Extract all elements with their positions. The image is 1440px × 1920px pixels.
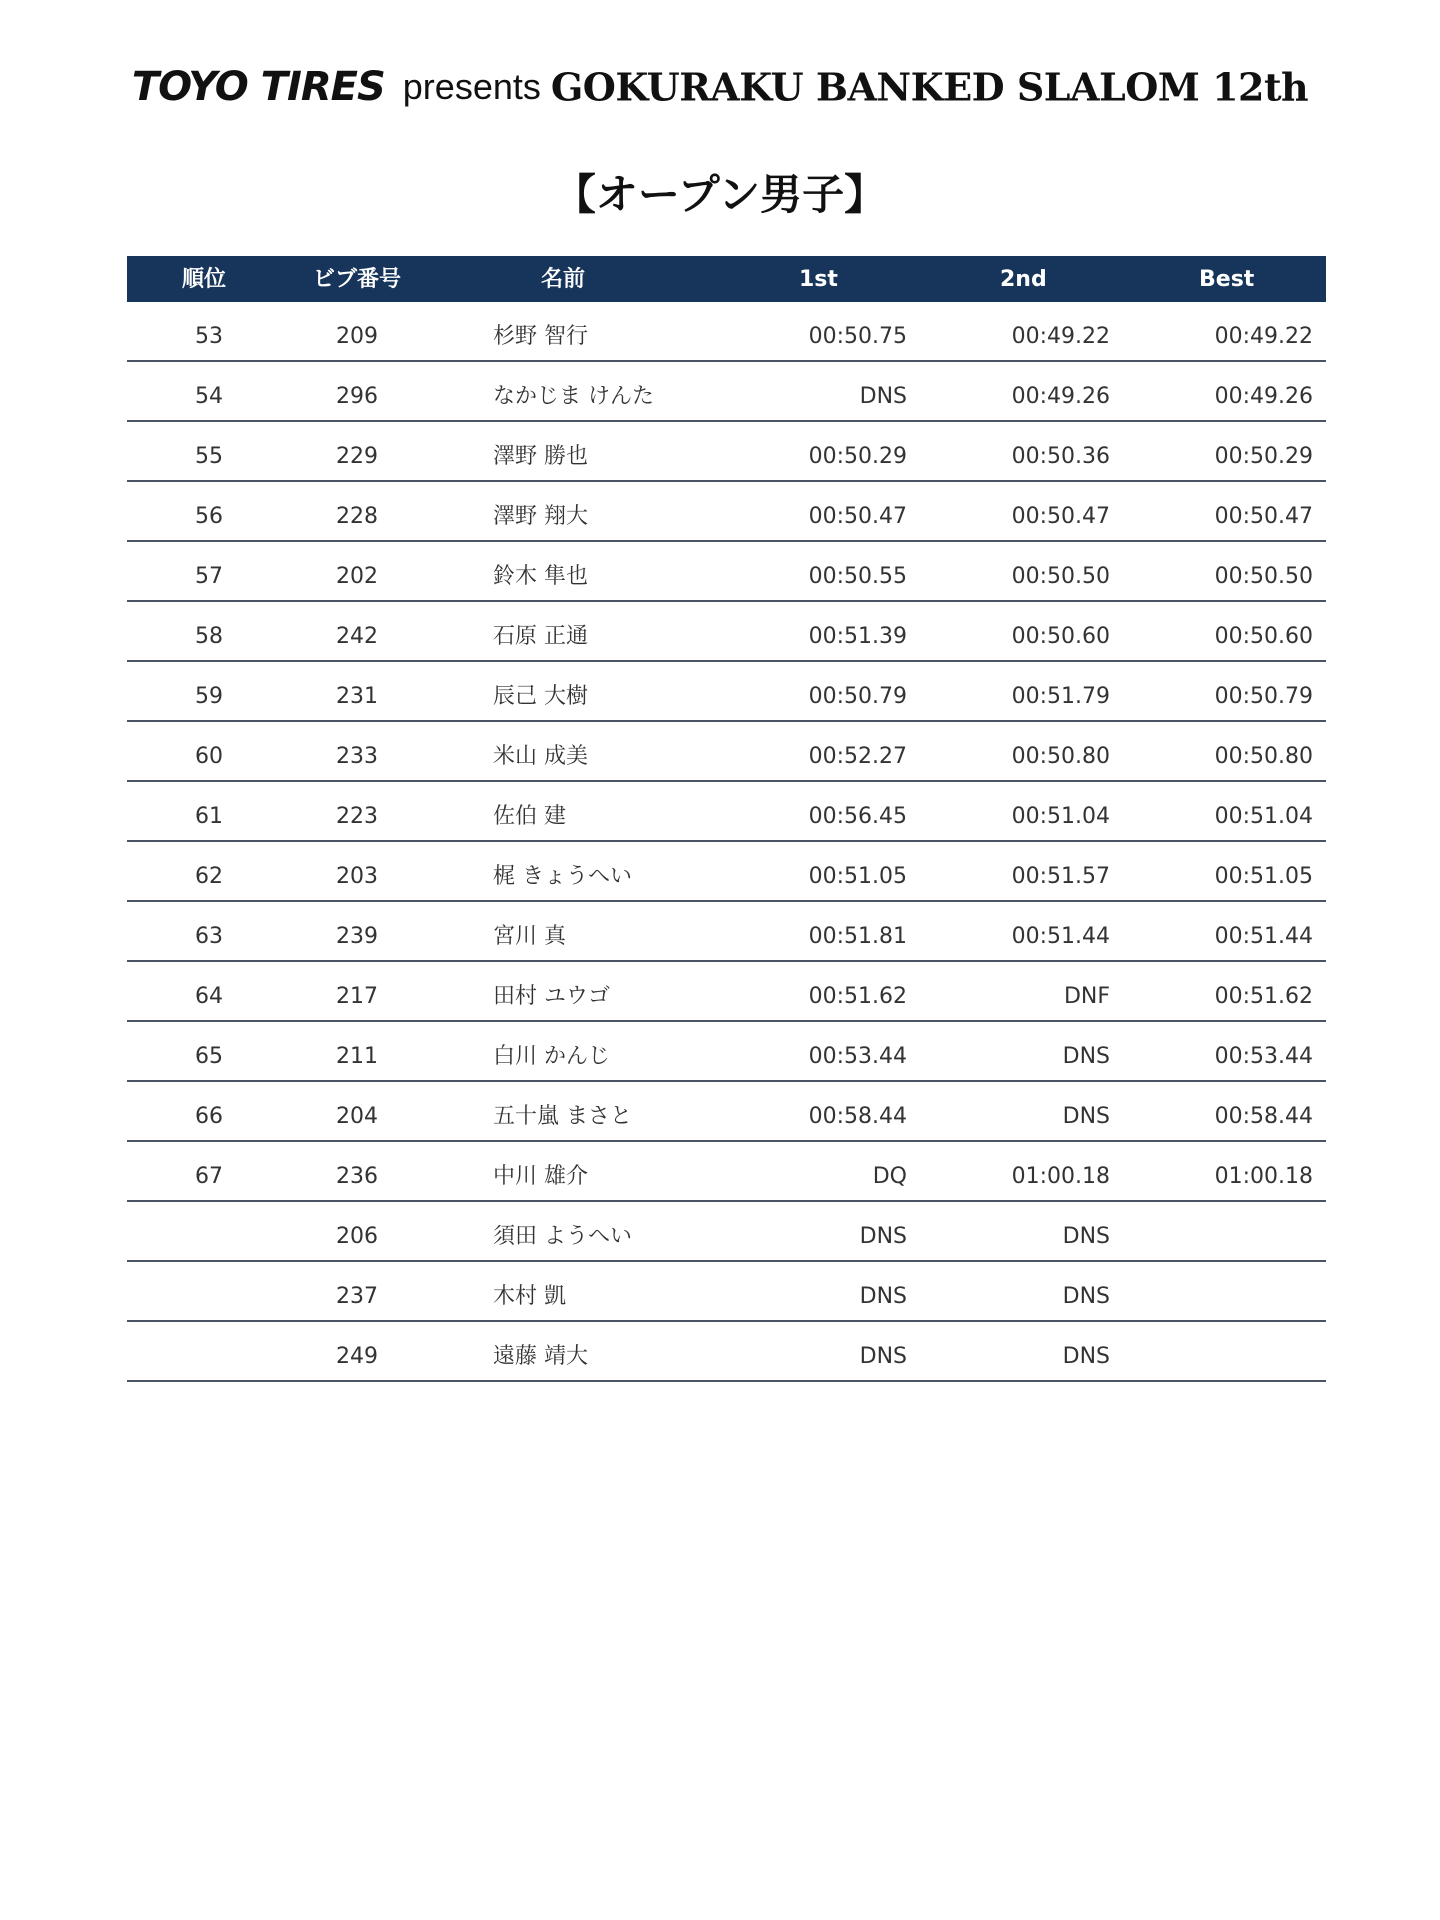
- table-row: [127, 1262, 1326, 1322]
- cell-rank: 61: [195, 804, 223, 829]
- cell-2nd: DNS: [1062, 1344, 1110, 1369]
- cell-name: 田村 ユウゴ: [493, 984, 610, 1009]
- cell-bib: 237: [336, 1284, 378, 1309]
- cell-2nd: 00:49.22: [1011, 324, 1110, 349]
- table-row: [127, 722, 1326, 782]
- cell-name: 米山 成美: [493, 744, 588, 769]
- table-row: [127, 662, 1326, 722]
- table-row: [127, 1082, 1326, 1142]
- cell-2nd: 00:51.44: [1011, 924, 1110, 949]
- cell-name: 佐伯 建: [493, 804, 566, 829]
- cell-1st: 00:50.79: [808, 684, 907, 709]
- column-header-name: 名前: [541, 267, 586, 292]
- cell-bib: 249: [336, 1344, 378, 1369]
- cell-bib: 211: [336, 1044, 378, 1069]
- column-header-best: Best: [1199, 267, 1255, 292]
- cell-2nd: DNS: [1062, 1224, 1110, 1249]
- cell-1st: 00:51.05: [808, 864, 907, 889]
- table-row: [127, 362, 1326, 422]
- cell-2nd: DNS: [1062, 1104, 1110, 1129]
- cell-best: 00:53.44: [1214, 1044, 1313, 1069]
- cell-1st: 00:56.45: [808, 804, 907, 829]
- cell-1st: DNS: [859, 384, 907, 409]
- cell-rank: 55: [195, 444, 223, 469]
- table-row: [127, 842, 1326, 902]
- cell-bib: 242: [336, 624, 378, 649]
- cell-2nd: 00:49.26: [1011, 384, 1110, 409]
- cell-1st: 00:58.44: [808, 1104, 907, 1129]
- table-row: [127, 302, 1326, 362]
- cell-best: 00:50.60: [1214, 624, 1313, 649]
- cell-2nd: 00:50.47: [1011, 504, 1110, 529]
- cell-1st: 00:50.47: [808, 504, 907, 529]
- cell-2nd: 00:51.79: [1011, 684, 1110, 709]
- cell-name: 宮川 真: [493, 924, 566, 949]
- cell-1st: 00:52.27: [808, 744, 907, 769]
- cell-bib: 217: [336, 984, 378, 1009]
- cell-2nd: 00:51.04: [1011, 804, 1110, 829]
- cell-bib: 228: [336, 504, 378, 529]
- cell-best: 00:51.62: [1214, 984, 1313, 1009]
- event-title: GOKURAKU BANKED SLALOM 12th: [550, 64, 1309, 110]
- cell-best: 01:00.18: [1214, 1164, 1313, 1189]
- cell-name: 澤野 翔大: [493, 504, 588, 529]
- cell-1st: DQ: [872, 1164, 907, 1189]
- cell-rank: 57: [195, 564, 223, 589]
- cell-rank: 65: [195, 1044, 223, 1069]
- table-row: [127, 1022, 1326, 1082]
- cell-1st: 00:50.29: [808, 444, 907, 469]
- cell-rank: 67: [195, 1164, 223, 1189]
- column-header-2nd: 2nd: [1000, 267, 1047, 292]
- cell-rank: 60: [195, 744, 223, 769]
- cell-bib: 223: [336, 804, 378, 829]
- cell-1st: 00:50.75: [808, 324, 907, 349]
- results-table: [127, 256, 1326, 1382]
- cell-1st: 00:51.39: [808, 624, 907, 649]
- cell-rank: 63: [195, 924, 223, 949]
- cell-2nd: 00:50.50: [1011, 564, 1110, 589]
- cell-best: 00:50.29: [1214, 444, 1313, 469]
- cell-bib: 203: [336, 864, 378, 889]
- cell-2nd: DNS: [1062, 1284, 1110, 1309]
- cell-rank: 56: [195, 504, 223, 529]
- cell-name: 鈴木 隼也: [493, 564, 588, 589]
- cell-rank: 62: [195, 864, 223, 889]
- cell-bib: 206: [336, 1224, 378, 1249]
- cell-rank: 58: [195, 624, 223, 649]
- cell-best: 00:50.47: [1214, 504, 1313, 529]
- cell-best: 00:49.26: [1214, 384, 1313, 409]
- cell-2nd: 00:50.80: [1011, 744, 1110, 769]
- cell-best: 00:50.80: [1214, 744, 1313, 769]
- cell-rank: 59: [195, 684, 223, 709]
- cell-2nd: DNF: [1063, 984, 1110, 1009]
- cell-1st: DNS: [859, 1344, 907, 1369]
- cell-1st: DNS: [859, 1224, 907, 1249]
- cell-bib: 229: [336, 444, 378, 469]
- table-row: [127, 1142, 1326, 1202]
- table-row: [127, 482, 1326, 542]
- cell-name: 遠藤 靖大: [493, 1344, 588, 1369]
- cell-best: 00:58.44: [1214, 1104, 1313, 1129]
- event-header: [0, 64, 1440, 124]
- table-row: [127, 1322, 1326, 1382]
- cell-name: 梶 きょうへい: [493, 864, 632, 889]
- cell-1st: 00:53.44: [808, 1044, 907, 1069]
- cell-bib: 236: [336, 1164, 378, 1189]
- cell-bib: 202: [336, 564, 378, 589]
- cell-2nd: 01:00.18: [1011, 1164, 1110, 1189]
- presents-text: presents: [402, 66, 541, 107]
- table-row: [127, 782, 1326, 842]
- cell-name: 中川 雄介: [493, 1164, 588, 1189]
- cell-2nd: 00:50.36: [1011, 444, 1110, 469]
- cell-best: 00:51.44: [1214, 924, 1313, 949]
- cell-best: 00:50.79: [1214, 684, 1313, 709]
- column-header-1st: 1st: [799, 267, 838, 292]
- cell-best: 00:50.50: [1214, 564, 1313, 589]
- cell-rank: 53: [195, 324, 223, 349]
- cell-2nd: 00:51.57: [1011, 864, 1110, 889]
- table-row: [127, 902, 1326, 962]
- column-header-rank: 順位: [182, 267, 227, 292]
- cell-1st: 00:50.55: [808, 564, 907, 589]
- cell-name: 須田 ようへい: [493, 1224, 632, 1249]
- cell-best: 00:51.05: [1214, 864, 1313, 889]
- table-header: [127, 256, 1326, 302]
- cell-rank: 64: [195, 984, 223, 1009]
- cell-2nd: 00:50.60: [1011, 624, 1110, 649]
- cell-name: 五十嵐 まさと: [493, 1104, 632, 1129]
- column-header-bib: ビブ番号: [313, 267, 402, 292]
- cell-name: 石原 正通: [493, 624, 588, 649]
- table-body: [127, 302, 1326, 1382]
- cell-name: 杉野 智行: [493, 324, 588, 349]
- cell-name: 澤野 勝也: [493, 444, 588, 469]
- cell-name: 白川 かんじ: [493, 1044, 610, 1069]
- cell-bib: 296: [336, 384, 378, 409]
- table-row: [127, 1202, 1326, 1262]
- cell-1st: 00:51.81: [808, 924, 907, 949]
- cell-bib: 233: [336, 744, 378, 769]
- cell-bib: 204: [336, 1104, 378, 1129]
- cell-name: 木村 凱: [493, 1284, 566, 1309]
- cell-rank: 54: [195, 384, 223, 409]
- cell-bib: 239: [336, 924, 378, 949]
- table-row: [127, 962, 1326, 1022]
- cell-best: 00:51.04: [1214, 804, 1313, 829]
- cell-bib: 231: [336, 684, 378, 709]
- table-row: [127, 602, 1326, 662]
- cell-2nd: DNS: [1062, 1044, 1110, 1069]
- cell-name: 辰己 大樹: [493, 684, 588, 709]
- cell-name: なかじま けんた: [493, 384, 654, 409]
- cell-1st: 00:51.62: [808, 984, 907, 1009]
- cell-rank: 66: [195, 1104, 223, 1129]
- table-row: [127, 422, 1326, 482]
- table-row: [127, 542, 1326, 602]
- category-title: 【オープン男子】: [553, 170, 887, 219]
- cell-bib: 209: [336, 324, 378, 349]
- cell-best: 00:49.22: [1214, 324, 1313, 349]
- brand-logo: TOYO TIRES: [131, 64, 385, 110]
- cell-1st: DNS: [859, 1284, 907, 1309]
